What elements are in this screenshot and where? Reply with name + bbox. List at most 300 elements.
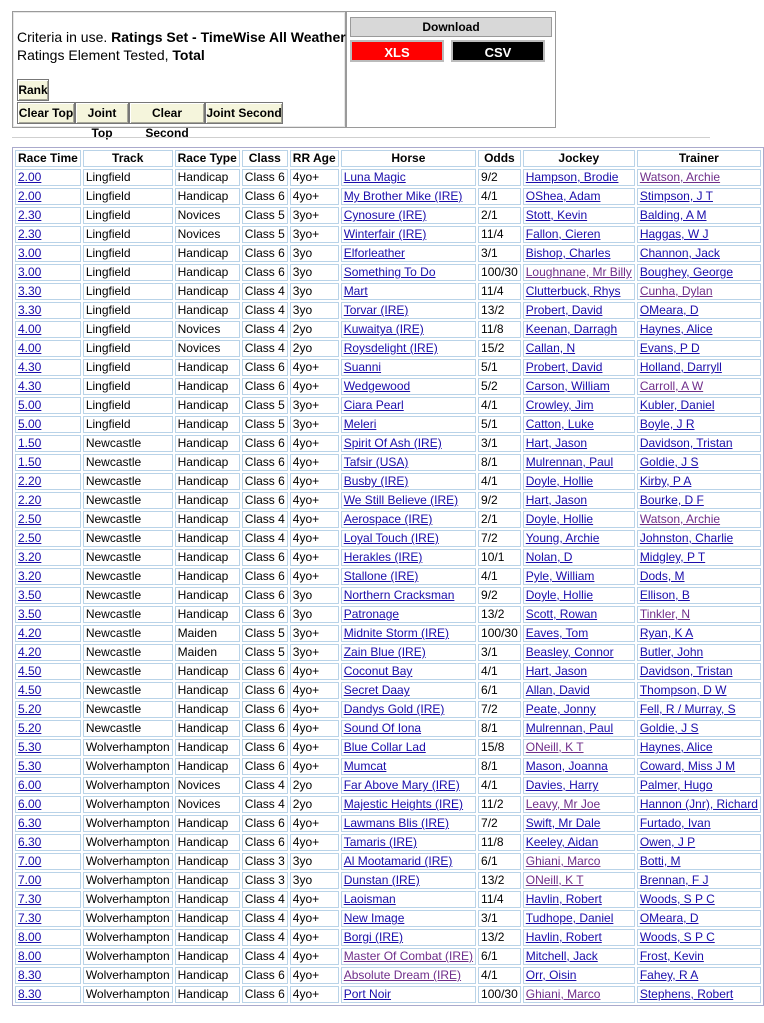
jockey-link[interactable]: Hampson, Brodie bbox=[525, 170, 619, 184]
trainer-link[interactable]: Woods, S P C bbox=[639, 892, 715, 906]
race-time-cell bbox=[15, 644, 81, 661]
horse-cell bbox=[341, 378, 476, 395]
horse-cell bbox=[341, 834, 476, 851]
csv-download-button[interactable]: CSV bbox=[451, 40, 545, 62]
trainer-link[interactable]: Carroll, A W bbox=[639, 379, 704, 393]
race-time-link[interactable]: 4.00 bbox=[18, 341, 42, 355]
odds-cell: 6/1 bbox=[478, 682, 521, 699]
joint-second-button[interactable]: Joint Second bbox=[205, 102, 283, 124]
jockey-link[interactable]: Carson, William bbox=[525, 379, 610, 393]
jockey-cell bbox=[523, 796, 635, 813]
horse-cell bbox=[341, 549, 476, 566]
jockey-link[interactable]: Allan, David bbox=[525, 683, 590, 697]
horse-link[interactable]: We Still Believe (IRE) bbox=[343, 493, 459, 507]
horse-link[interactable]: Aerospace (IRE) bbox=[343, 512, 433, 526]
track-cell: Newcastle bbox=[83, 663, 173, 680]
jockey-link[interactable]: Mulrennan, Paul bbox=[525, 455, 614, 469]
horse-link[interactable]: Coconut Bay bbox=[343, 664, 413, 678]
trainer-link[interactable]: Hannon (Jnr), Richard bbox=[639, 797, 758, 811]
horse-link[interactable]: Dandys Gold (IRE) bbox=[343, 702, 445, 716]
jockey-link[interactable]: Hart, Jason bbox=[525, 664, 588, 678]
trainer-cell bbox=[637, 568, 761, 585]
table-row bbox=[15, 511, 761, 528]
trainer-link[interactable]: Kubler, Daniel bbox=[639, 398, 715, 412]
horse-link[interactable]: Stallone (IRE) bbox=[343, 569, 419, 583]
trainer-link[interactable]: Midgley, P T bbox=[639, 550, 706, 564]
trainer-link[interactable]: Davidson, Tristan bbox=[639, 436, 733, 450]
table-row bbox=[15, 606, 761, 623]
jockey-link[interactable]: Pyle, William bbox=[525, 569, 595, 583]
rr-age-cell: 4yo+ bbox=[290, 701, 339, 718]
track-cell: Newcastle bbox=[83, 701, 173, 718]
class-cell: Class 6 bbox=[242, 473, 288, 490]
race-time-link[interactable]: 4.30 bbox=[18, 379, 42, 393]
horse-link[interactable]: Something To Do bbox=[343, 265, 436, 279]
race-type-cell: Handicap bbox=[175, 910, 240, 927]
horse-link[interactable]: Midnite Storm (IRE) bbox=[343, 626, 450, 640]
race-time-link[interactable]: 6.00 bbox=[18, 797, 42, 811]
table-row bbox=[15, 492, 761, 509]
jockey-link[interactable]: Tudhope, Daniel bbox=[525, 911, 614, 925]
odds-cell: 13/2 bbox=[478, 606, 521, 623]
odds-cell: 8/1 bbox=[478, 454, 521, 471]
race-time-cell bbox=[15, 226, 81, 243]
race-time-link[interactable]: 1.50 bbox=[18, 455, 42, 469]
horse-link[interactable]: Blue Collar Lad bbox=[343, 740, 426, 754]
rr-age-cell: 4yo+ bbox=[290, 530, 339, 547]
table-row bbox=[15, 530, 761, 547]
horse-link[interactable]: Lawmans Blis (IRE) bbox=[343, 816, 450, 830]
jockey-link[interactable]: Beasley, Connor bbox=[525, 645, 614, 659]
trainer-link[interactable]: Ellison, B bbox=[639, 588, 690, 602]
horse-link[interactable]: Patronage bbox=[343, 607, 400, 621]
race-time-cell bbox=[15, 321, 81, 338]
trainer-cell bbox=[637, 891, 761, 908]
class-cell: Class 4 bbox=[242, 948, 288, 965]
jockey-link[interactable]: Nolan, D bbox=[525, 550, 573, 564]
horse-cell bbox=[341, 454, 476, 471]
race-time-cell bbox=[15, 853, 81, 870]
race-time-link[interactable]: 7.00 bbox=[18, 854, 42, 868]
trainer-link[interactable]: Goldie, J S bbox=[639, 721, 699, 735]
trainer-cell bbox=[637, 530, 761, 547]
table-row bbox=[15, 378, 761, 395]
jockey-link[interactable]: Probert, David bbox=[525, 360, 603, 374]
trainer-link[interactable]: Kirby, P A bbox=[639, 474, 692, 488]
horse-link[interactable]: Wedgewood bbox=[343, 379, 411, 393]
rr-age-cell: 3yo bbox=[290, 264, 339, 281]
trainer-link[interactable]: Fahey, R A bbox=[639, 968, 699, 982]
trainer-link[interactable]: Holland, Darryll bbox=[639, 360, 722, 374]
odds-cell: 100/30 bbox=[478, 625, 521, 642]
race-time-link[interactable]: 7.30 bbox=[18, 911, 42, 925]
jockey-cell bbox=[523, 948, 635, 965]
trainer-link[interactable]: Dods, M bbox=[639, 569, 685, 583]
horse-link[interactable]: Borgi (IRE) bbox=[343, 930, 404, 944]
horse-link[interactable]: Secret Daay bbox=[343, 683, 410, 697]
class-cell: Class 6 bbox=[242, 758, 288, 775]
jockey-link[interactable]: Catton, Luke bbox=[525, 417, 594, 431]
track-cell: Newcastle bbox=[83, 511, 173, 528]
race-time-link[interactable]: 8.30 bbox=[18, 968, 42, 982]
race-time-link[interactable]: 6.00 bbox=[18, 778, 42, 792]
trainer-link[interactable]: OMeara, D bbox=[639, 911, 699, 925]
trainer-cell bbox=[637, 511, 761, 528]
trainer-link[interactable]: Palmer, Hugo bbox=[639, 778, 713, 792]
track-cell: Lingfield bbox=[83, 397, 173, 414]
rr-age-cell: 3yo bbox=[290, 245, 339, 262]
horse-cell bbox=[341, 473, 476, 490]
track-cell: Newcastle bbox=[83, 606, 173, 623]
trainer-link[interactable]: Evans, P D bbox=[639, 341, 700, 355]
race-type-cell: Handicap bbox=[175, 397, 240, 414]
trainer-link[interactable]: Frost, Kevin bbox=[639, 949, 704, 963]
horse-link[interactable]: New Image bbox=[343, 911, 405, 925]
jockey-link[interactable]: Bishop, Charles bbox=[525, 246, 611, 260]
horse-link[interactable]: Busby (IRE) bbox=[343, 474, 409, 488]
rr-age-cell: 2yo bbox=[290, 340, 339, 357]
trainer-link[interactable]: Davidson, Tristan bbox=[639, 664, 733, 678]
jockey-link[interactable]: Orr, Oisin bbox=[525, 968, 577, 982]
track-cell: Wolverhampton bbox=[83, 948, 173, 965]
trainer-link[interactable]: Brennan, F J bbox=[639, 873, 709, 887]
jockey-link[interactable]: Young, Archie bbox=[525, 531, 600, 545]
horse-link[interactable]: Absolute Dream (IRE) bbox=[343, 968, 462, 982]
race-time-cell bbox=[15, 454, 81, 471]
jockey-link[interactable]: Doyle, Hollie bbox=[525, 588, 594, 602]
race-time-link[interactable]: 5.20 bbox=[18, 721, 42, 735]
horse-link[interactable]: Dunstan (IRE) bbox=[343, 873, 420, 887]
race-time-link[interactable]: 3.00 bbox=[18, 265, 42, 279]
horse-link[interactable]: Suanni bbox=[343, 360, 382, 374]
horse-cell bbox=[341, 701, 476, 718]
jockey-link[interactable]: Scott, Rowan bbox=[525, 607, 598, 621]
class-cell: Class 6 bbox=[242, 245, 288, 262]
table-row bbox=[15, 587, 761, 604]
jockey-cell bbox=[523, 758, 635, 775]
race-type-cell: Handicap bbox=[175, 701, 240, 718]
clear-top-button[interactable]: Clear Top bbox=[17, 102, 75, 124]
trainer-link[interactable]: Botti, M bbox=[639, 854, 681, 868]
jockey-link[interactable]: Hart, Jason bbox=[525, 493, 588, 507]
trainer-link[interactable]: Fell, R / Murray, S bbox=[639, 702, 736, 716]
horse-link[interactable]: Kuwaitya (IRE) bbox=[343, 322, 424, 336]
odds-cell: 4/1 bbox=[478, 967, 521, 984]
race-time-link[interactable]: 3.50 bbox=[18, 588, 42, 602]
race-time-link[interactable]: 5.00 bbox=[18, 398, 42, 412]
horse-link[interactable]: Elforleather bbox=[343, 246, 406, 260]
horse-cell bbox=[341, 340, 476, 357]
jockey-link[interactable]: Havlin, Robert bbox=[525, 930, 602, 944]
class-cell: Class 4 bbox=[242, 891, 288, 908]
trainer-link[interactable]: Bourke, D F bbox=[639, 493, 704, 507]
rr-age-cell: 3yo bbox=[290, 853, 339, 870]
odds-cell: 2/1 bbox=[478, 511, 521, 528]
jockey-cell bbox=[523, 359, 635, 376]
odds-cell: 6/1 bbox=[478, 948, 521, 965]
race-time-cell bbox=[15, 511, 81, 528]
table-row bbox=[15, 283, 761, 300]
horse-link[interactable]: Zain Blue (IRE) bbox=[343, 645, 426, 659]
table-row bbox=[15, 948, 761, 965]
track-cell: Newcastle bbox=[83, 473, 173, 490]
trainer-link[interactable]: Butler, John bbox=[639, 645, 704, 659]
race-time-link[interactable]: 7.30 bbox=[18, 892, 42, 906]
race-time-cell bbox=[15, 948, 81, 965]
horse-link[interactable]: Roysdelight (IRE) bbox=[343, 341, 438, 355]
odds-cell: 9/2 bbox=[478, 587, 521, 604]
race-type-cell: Handicap bbox=[175, 473, 240, 490]
horse-link[interactable]: Master Of Combat (IRE) bbox=[343, 949, 474, 963]
odds-cell: 11/4 bbox=[478, 891, 521, 908]
trainer-link[interactable]: Stephens, Robert bbox=[639, 987, 734, 1001]
race-type-cell: Handicap bbox=[175, 587, 240, 604]
race-type-cell: Handicap bbox=[175, 169, 240, 186]
race-time-link[interactable]: 8.00 bbox=[18, 949, 42, 963]
horse-link[interactable]: Ciara Pearl bbox=[343, 398, 404, 412]
race-time-link[interactable]: 4.20 bbox=[18, 645, 42, 659]
jockey-cell bbox=[523, 321, 635, 338]
race-type-cell: Handicap bbox=[175, 834, 240, 851]
jockey-link[interactable]: Hart, Jason bbox=[525, 436, 588, 450]
jockey-link[interactable]: OShea, Adam bbox=[525, 189, 601, 203]
trainer-link[interactable]: Balding, A M bbox=[639, 208, 707, 222]
race-time-link[interactable]: 6.30 bbox=[18, 835, 42, 849]
horse-link[interactable]: Meleri bbox=[343, 417, 377, 431]
trainer-link[interactable]: Woods, S P C bbox=[639, 930, 715, 944]
race-type-cell: Handicap bbox=[175, 416, 240, 433]
trainer-cell bbox=[637, 188, 761, 205]
race-time-link[interactable]: 5.30 bbox=[18, 759, 42, 773]
trainer-link[interactable]: Thompson, D W bbox=[639, 683, 727, 697]
race-time-link[interactable]: 2.20 bbox=[18, 474, 42, 488]
horse-link[interactable]: Luna Magic bbox=[343, 170, 406, 184]
race-time-link[interactable]: 2.30 bbox=[18, 227, 42, 241]
horse-link[interactable]: Majestic Heights (IRE) bbox=[343, 797, 464, 811]
jockey-link[interactable]: Fallon, Cieren bbox=[525, 227, 601, 241]
odds-cell: 5/1 bbox=[478, 359, 521, 376]
jockey-link[interactable]: Keenan, Darragh bbox=[525, 322, 618, 336]
trainer-link[interactable]: Boughey, George bbox=[639, 265, 733, 279]
trainer-link[interactable]: Watson, Archie bbox=[639, 512, 721, 526]
race-time-link[interactable]: 3.30 bbox=[18, 303, 42, 317]
race-time-link[interactable]: 5.20 bbox=[18, 702, 42, 716]
trainer-cell bbox=[637, 872, 761, 889]
rr-age-cell: 3yo bbox=[290, 302, 339, 319]
race-time-link[interactable]: 3.00 bbox=[18, 246, 42, 260]
trainer-link[interactable]: OMeara, D bbox=[639, 303, 699, 317]
race-time-link[interactable]: 5.00 bbox=[18, 417, 42, 431]
trainer-cell bbox=[637, 359, 761, 376]
horse-link[interactable]: Al Mootamarid (IRE) bbox=[343, 854, 453, 868]
jockey-cell bbox=[523, 378, 635, 395]
table-row bbox=[15, 302, 761, 319]
horse-cell bbox=[341, 644, 476, 661]
horse-cell bbox=[341, 872, 476, 889]
trainer-cell bbox=[637, 739, 761, 756]
horse-link[interactable]: Tamaris (IRE) bbox=[343, 835, 418, 849]
jockey-link[interactable]: Ghiani, Marco bbox=[525, 854, 601, 868]
table-row bbox=[15, 226, 761, 243]
table-row bbox=[15, 321, 761, 338]
trainer-link[interactable]: Boyle, J R bbox=[639, 417, 695, 431]
rr-age-cell: 4yo+ bbox=[290, 948, 339, 965]
trainer-link[interactable]: Goldie, J S bbox=[639, 455, 699, 469]
horse-cell bbox=[341, 492, 476, 509]
jockey-link[interactable]: Callan, N bbox=[525, 341, 576, 355]
horse-link[interactable]: Loyal Touch (IRE) bbox=[343, 531, 439, 545]
trainer-link[interactable]: Cunha, Dylan bbox=[639, 284, 713, 298]
jockey-link[interactable]: Leavy, Mr Joe bbox=[525, 797, 601, 811]
race-time-link[interactable]: 3.30 bbox=[18, 284, 42, 298]
trainer-link[interactable]: Stimpson, J T bbox=[639, 189, 713, 203]
class-cell: Class 6 bbox=[242, 492, 288, 509]
race-time-cell bbox=[15, 625, 81, 642]
race-time-link[interactable]: 4.30 bbox=[18, 360, 42, 374]
class-cell: Class 4 bbox=[242, 910, 288, 927]
race-type-cell: Novices bbox=[175, 226, 240, 243]
jockey-link[interactable]: Ghiani, Marco bbox=[525, 987, 601, 1001]
race-time-link[interactable]: 3.50 bbox=[18, 607, 42, 621]
horse-link[interactable]: Northern Cracksman bbox=[343, 588, 455, 602]
track-cell: Lingfield bbox=[83, 302, 173, 319]
jockey-link[interactable]: Mason, Joanna bbox=[525, 759, 608, 773]
odds-cell: 9/2 bbox=[478, 169, 521, 186]
race-type-cell: Handicap bbox=[175, 245, 240, 262]
trainer-link[interactable]: Watson, Archie bbox=[639, 170, 721, 184]
jockey-link[interactable]: Doyle, Hollie bbox=[525, 512, 594, 526]
clear-second-button[interactable]: Clear Second bbox=[129, 102, 205, 124]
jockey-cell bbox=[523, 473, 635, 490]
horse-link[interactable]: Torvar (IRE) bbox=[343, 303, 409, 317]
race-time-link[interactable]: 3.20 bbox=[18, 569, 42, 583]
jockey-link[interactable]: Havlin, Robert bbox=[525, 892, 602, 906]
jockey-link[interactable]: Doyle, Hollie bbox=[525, 474, 594, 488]
jockey-link[interactable]: Mulrennan, Paul bbox=[525, 721, 614, 735]
table-row bbox=[15, 682, 761, 699]
race-time-link[interactable]: 4.00 bbox=[18, 322, 42, 336]
race-time-link[interactable]: 1.50 bbox=[18, 436, 42, 450]
race-time-link[interactable]: 8.30 bbox=[18, 987, 42, 1001]
horse-link[interactable]: Mumcat bbox=[343, 759, 387, 773]
jockey-cell bbox=[523, 245, 635, 262]
jockey-cell bbox=[523, 207, 635, 224]
race-time-link[interactable]: 8.00 bbox=[18, 930, 42, 944]
race-time-link[interactable]: 2.20 bbox=[18, 493, 42, 507]
race-time-link[interactable]: 4.50 bbox=[18, 664, 42, 678]
trainer-link[interactable]: Johnston, Charlie bbox=[639, 531, 734, 545]
header-race-time: Race Time bbox=[15, 150, 81, 167]
jockey-link[interactable]: Probert, David bbox=[525, 303, 603, 317]
horse-link[interactable]: Far Above Mary (IRE) bbox=[343, 778, 460, 792]
race-time-link[interactable]: 2.50 bbox=[18, 531, 42, 545]
class-cell: Class 6 bbox=[242, 739, 288, 756]
race-type-cell: Maiden bbox=[175, 644, 240, 661]
horse-link[interactable]: Winterfair (IRE) bbox=[343, 227, 427, 241]
race-time-link[interactable]: 2.50 bbox=[18, 512, 42, 526]
race-type-cell: Novices bbox=[175, 321, 240, 338]
jockey-link[interactable]: Loughnane, Mr Billy bbox=[525, 265, 632, 279]
odds-cell: 5/1 bbox=[478, 416, 521, 433]
trainer-link[interactable]: Owen, J P bbox=[639, 835, 696, 849]
table-row bbox=[15, 397, 761, 414]
horse-link[interactable]: Cynosure (IRE) bbox=[343, 208, 427, 222]
horse-cell bbox=[341, 910, 476, 927]
table-row bbox=[15, 720, 761, 737]
trainer-link[interactable]: Furtado, Ivan bbox=[639, 816, 711, 830]
horse-link[interactable]: My Brother Mike (IRE) bbox=[343, 189, 463, 203]
race-time-link[interactable]: 2.00 bbox=[18, 170, 42, 184]
horse-link[interactable]: Mart bbox=[343, 284, 368, 298]
trainer-cell bbox=[637, 910, 761, 927]
trainer-link[interactable]: Coward, Miss J M bbox=[639, 759, 736, 773]
trainer-link[interactable]: Tinkler, N bbox=[639, 607, 691, 621]
trainer-link[interactable]: Haynes, Alice bbox=[639, 322, 713, 336]
track-cell: Wolverhampton bbox=[83, 796, 173, 813]
joint-top-button[interactable]: Joint Top bbox=[75, 102, 129, 124]
jockey-link[interactable]: Stott, Kevin bbox=[525, 208, 588, 222]
jockey-link[interactable]: Eaves, Tom bbox=[525, 626, 589, 640]
jockey-link[interactable]: Crowley, Jim bbox=[525, 398, 594, 412]
rr-age-cell: 4yo+ bbox=[290, 454, 339, 471]
jockey-link[interactable]: Mitchell, Jack bbox=[525, 949, 598, 963]
jockey-cell bbox=[523, 986, 635, 1003]
class-cell: Class 6 bbox=[242, 435, 288, 452]
race-time-link[interactable]: 5.30 bbox=[18, 740, 42, 754]
horse-link[interactable]: Spirit Of Ash (IRE) bbox=[343, 436, 442, 450]
race-time-cell bbox=[15, 359, 81, 376]
trainer-link[interactable]: Ryan, K A bbox=[639, 626, 694, 640]
jockey-cell bbox=[523, 625, 635, 642]
trainer-link[interactable]: Haggas, W J bbox=[639, 227, 709, 241]
jockey-link[interactable]: ONeill, K T bbox=[525, 740, 584, 754]
xls-download-button[interactable]: XLS bbox=[350, 40, 444, 62]
jockey-link[interactable]: Peate, Jonny bbox=[525, 702, 596, 716]
horse-link[interactable]: Tafsir (USA) bbox=[343, 455, 409, 469]
table-row bbox=[15, 834, 761, 851]
jockey-cell bbox=[523, 872, 635, 889]
trainer-link[interactable]: Haynes, Alice bbox=[639, 740, 713, 754]
class-cell: Class 5 bbox=[242, 397, 288, 414]
race-time-link[interactable]: 4.20 bbox=[18, 626, 42, 640]
race-time-link[interactable]: 4.50 bbox=[18, 683, 42, 697]
race-time-link[interactable]: 7.00 bbox=[18, 873, 42, 887]
trainer-cell bbox=[637, 264, 761, 281]
race-time-link[interactable]: 2.00 bbox=[18, 189, 42, 203]
race-time-link[interactable]: 2.30 bbox=[18, 208, 42, 222]
horse-link[interactable]: Sound Of Iona bbox=[343, 721, 422, 735]
jockey-link[interactable]: Clutterbuck, Rhys bbox=[525, 284, 621, 298]
jockey-link[interactable]: ONeill, K T bbox=[525, 873, 584, 887]
rr-age-cell: 4yo+ bbox=[290, 473, 339, 490]
header-race-type: Race Type bbox=[175, 150, 240, 167]
race-type-cell: Handicap bbox=[175, 188, 240, 205]
race-time-link[interactable]: 3.20 bbox=[18, 550, 42, 564]
horse-cell bbox=[341, 720, 476, 737]
rr-age-cell: 2yo bbox=[290, 321, 339, 338]
jockey-link[interactable]: Swift, Mr Dale bbox=[525, 816, 601, 830]
trainer-link[interactable]: Channon, Jack bbox=[639, 246, 720, 260]
horse-link[interactable]: Herakles (IRE) bbox=[343, 550, 423, 564]
table-row bbox=[15, 739, 761, 756]
trainer-cell bbox=[637, 378, 761, 395]
race-time-link[interactable]: 6.30 bbox=[18, 816, 42, 830]
rank-button[interactable]: Rank bbox=[17, 79, 49, 101]
jockey-link[interactable]: Keeley, Aidan bbox=[525, 835, 599, 849]
horse-link[interactable]: Laoisman bbox=[343, 892, 396, 906]
jockey-link[interactable]: Davies, Harry bbox=[525, 778, 599, 792]
horse-link[interactable]: Port Noir bbox=[343, 987, 392, 1001]
